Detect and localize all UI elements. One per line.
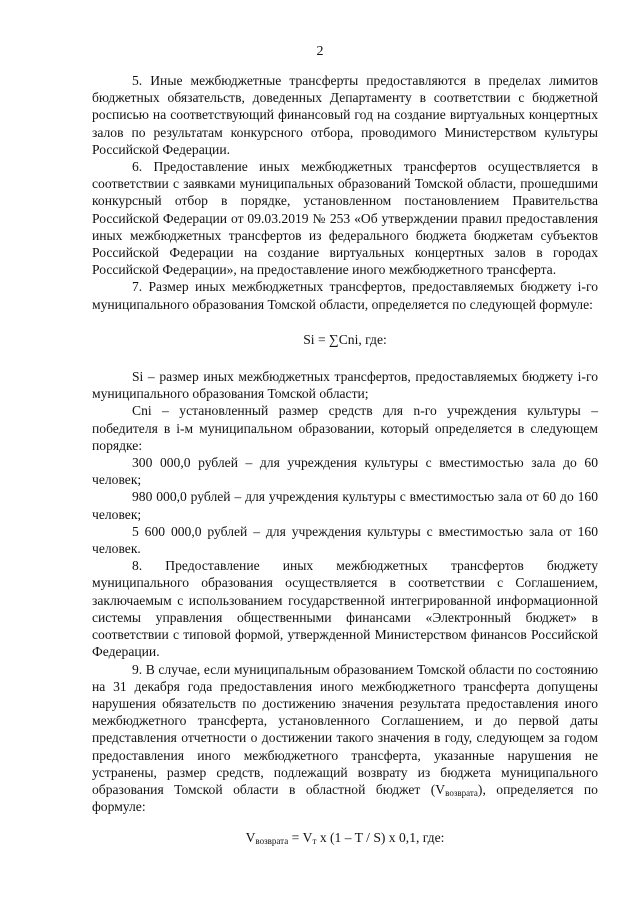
formula-si: Si = ∑Cni, где: [303,331,387,347]
paragraph-9-tail: ), определяется по формуле: [92,781,598,815]
paragraph-9 [92,661,598,816]
tier-from-160: 5 600 000,0 рублей – для учреждения культуры с вместимостью зала от 160 человек. [92,523,598,557]
tier-up-to-60: 300 000,0 рублей – для учреждения культуры с вместимостью зала до 60 человек; [92,455,598,488]
formula-mid: = V [288,830,313,846]
formula-tail: x (1 – T / S) x 0,1, где: [316,830,445,846]
formula-v: V [245,830,256,846]
formula-return [92,829,598,846]
definition-cni: Cni – установленный размер средств для n-го учреждения культуры – победителя в i-м муниципальном образовании, который определяется в следующем порядке: [92,403,598,453]
definition-si: Si – размер иных межбюджетных трансфертов, предоставляемых бюджету i-го муниципального образования Томской области; [92,369,598,402]
paragraph-9-text: 9. В случае, если муниципальным образованием Томской области по состоянию на 31 декабря года предоставления иного межбюджетного трансферта допущены нарушения обязательств по достижению значения результата предоставления иного межбюджетного трансферта, установленного Соглашением, и до первой даты представления отчетности о достижении такого значения в году, следующем за годом предоставления иного межбюджетного трансферта, указанные нарушения не устранены, размер средств, подлежащий возврату из бюджета муниципального образования Томской области в областной бюджет (V [92,661,598,797]
formula-sub-return: возврата [255,836,289,847]
tier-60-to-160: 980 000,0 рублей – для учреждения культуры с вместимостью зала от 60 до 160 человек; [92,489,598,522]
paragraph-9-subscript: возврата [445,787,478,798]
paragraph-7: 7. Размер иных межбюджетных трансфертов, предоставляемых бюджету i-го муниципального образования Томской области, определяется по следующей формуле: [92,279,598,312]
paragraph-6: 6. Предоставление иных межбюджетных трансфертов осуществляется в соответствии с заявками муниципальных образований Томской области, прошедшими конкурсный отбор в порядке, установленном постановлением Правительства Российской Федерации от 09.03.2019 № 253 «Об утверждении правил предоставления иных межбюджетных трансфертов из федерального бюджета бюджетам субъектов Российской Федерации на создание виртуальных концертных залов в городах Российской Федерации», на предоставление иного межбюджетного трансферта. [92,159,598,278]
formula-sub-t: т [312,836,317,847]
paragraph-8: 8. Предоставление иных межбюджетных трансфертов бюджету муниципального образования осуществляется в соответствии с Соглашением, заключаемым с использованием государственной интегрированной информационной системы управления общественными финансами «Электронный бюджет» в соответствии с типовой формой, утвержденной Министерством финансов Российской Федерации. [92,558,598,660]
paragraph-5: 5. Иные межбюджетные трансферты предоставляются в пределах лимитов бюджетных обязательств, доведенных Департаменту в соответствии с бюджетной росписью на соответствующий финансовый год на создание виртуальных концертных залов по результатам конкурсного отбора, проводимого Министерством культуры Российской Федерации. [92,73,598,157]
document-body [92,72,598,847]
page-number: 2 [316,44,324,59]
